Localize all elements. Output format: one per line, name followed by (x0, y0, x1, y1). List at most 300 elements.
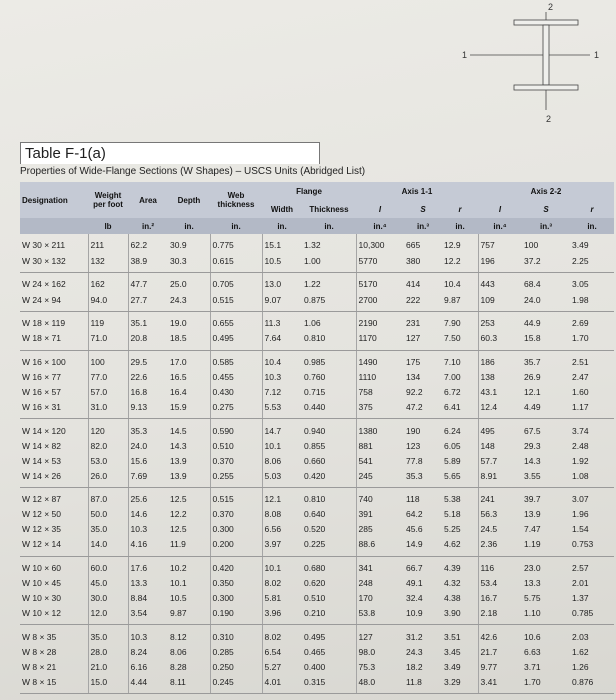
table-cell: 62.2 (128, 234, 168, 253)
designation-cell: W 16 × 100 (22, 356, 66, 367)
unit-axis2-r: in. (570, 218, 614, 234)
table-cell: 39.7 (524, 494, 541, 505)
table-cell: 170 (356, 591, 404, 606)
table-cell: 30.0 (88, 591, 128, 606)
table-cell: 10,300 (356, 234, 404, 253)
table-cell: 8.84 (128, 591, 168, 606)
table-cell: 30.9 (170, 240, 187, 251)
table-row (20, 507, 614, 522)
table-cell: 5.18 (444, 509, 461, 520)
table-cell: 10.9 (404, 606, 442, 625)
table-cell: 68.4 (524, 279, 541, 290)
table-cell: 186 (478, 350, 522, 370)
table-cell: 1380 (356, 419, 404, 439)
table-cell: 2.57 (572, 562, 589, 573)
table-cell: 12.1 (524, 386, 541, 397)
table-cell: 10.2 (170, 562, 187, 573)
table-cell: 3.45 (444, 646, 461, 657)
table-cell: 3.55 (522, 469, 570, 488)
table-cell: 17.6 (128, 556, 168, 576)
table-cell: 18.2 (406, 661, 423, 672)
designation-cell: W 14 × 53 (22, 455, 61, 466)
table-cell: 0.250 (210, 660, 262, 675)
table-caption: Table F-1(a) (20, 142, 320, 164)
table-cell: 0.465 (304, 646, 326, 657)
table-cell: 0.515 (210, 292, 262, 311)
table-cell: 3.51 (444, 631, 461, 642)
table-cell: 495 (478, 419, 522, 439)
table-cell: 12.5 (170, 524, 187, 535)
properties-table (20, 182, 614, 694)
table-cell: 1.62 (572, 646, 589, 657)
table-cell: 11.8 (404, 675, 442, 694)
table-row (20, 385, 614, 400)
table-cell: 0.350 (210, 576, 262, 591)
table-cell: 9.77 (478, 660, 522, 675)
table-cell: 0.190 (210, 606, 262, 625)
table-cell: 77.0 (88, 370, 128, 385)
table-cell: 8.08 (262, 507, 302, 522)
table-cell: 8.02 (262, 576, 302, 591)
designation-cell: W 24 × 162 (22, 279, 66, 290)
table-cell: 541 (356, 454, 404, 469)
table-cell: 35.0 (88, 522, 128, 537)
table-cell: 0.245 (210, 675, 262, 694)
table-cell: 245 (356, 469, 404, 488)
table-cell: 57.0 (88, 385, 128, 400)
table-cell: 211 (88, 234, 128, 253)
table-cell: 248 (356, 576, 404, 591)
table-cell: 27.7 (128, 292, 168, 311)
table-cell: 0.785 (570, 606, 614, 625)
table-cell: 0.370 (210, 507, 262, 522)
table-cell: 100 (524, 240, 539, 251)
table-cell: 0.590 (210, 419, 262, 439)
table-cell: 4.44 (128, 675, 168, 694)
table-cell: 14.6 (128, 507, 168, 522)
table-cell: 196 (478, 253, 522, 272)
table-cell: 0.430 (210, 385, 262, 400)
table-cell: 53.8 (356, 606, 404, 625)
table-cell: 100 (88, 350, 128, 370)
table-cell: 13.9 (170, 455, 187, 466)
table-cell: 665 (406, 240, 421, 251)
table-cell: 28.0 (88, 645, 128, 660)
designation-cell: W 10 × 12 (20, 606, 88, 625)
table-cell: 8.28 (170, 661, 187, 672)
table-cell: 16.7 (478, 591, 522, 606)
table-row (20, 419, 614, 439)
header-axis1-r: r (442, 200, 478, 218)
designation-cell: W 12 × 50 (22, 509, 61, 520)
axis-label-top: 2 (548, 2, 554, 12)
table-cell: 4.01 (262, 675, 302, 694)
table-cell: 0.876 (570, 675, 614, 694)
table-row (20, 487, 614, 507)
table-cell: 4.62 (442, 537, 478, 556)
table-cell: 42.6 (478, 625, 522, 645)
table-cell: 77.8 (406, 455, 423, 466)
table-cell: 127 (356, 625, 404, 645)
table-cell: 4.38 (444, 592, 461, 603)
table-cell: 10.6 (524, 631, 541, 642)
table-cell: 162 (88, 272, 128, 292)
table-cell: 0.753 (570, 537, 614, 556)
designation-cell: W 16 × 57 (22, 386, 61, 397)
table-cell: 26.9 (524, 372, 541, 383)
table-row (20, 606, 614, 625)
table-cell: 15.9 (168, 400, 210, 419)
designation-cell: W 10 × 45 (22, 578, 61, 589)
table-cell: 17.0 (170, 356, 187, 367)
table-cell: 5.25 (444, 524, 461, 535)
web (543, 25, 549, 85)
table-cell: 414 (406, 279, 421, 290)
table-cell: 10.1 (170, 578, 187, 589)
row-group (20, 311, 614, 350)
table-cell: 5170 (356, 272, 404, 292)
designation-cell: W 30 × 132 (20, 253, 88, 272)
table-cell: 14.3 (170, 440, 187, 451)
table-cell: 6.72 (444, 386, 461, 397)
table-cell: 75.3 (356, 660, 404, 675)
designation-cell: W 18 × 119 (22, 317, 66, 328)
table-cell: 3.71 (524, 661, 541, 672)
table-cell: 44.9 (524, 317, 541, 328)
table-cell: 10.3 (128, 522, 168, 537)
table-cell: 1.00 (302, 253, 356, 272)
table-cell: 12.2 (442, 253, 478, 272)
table-cell: 24.3 (406, 646, 423, 657)
unit-axis1-S: in.³ (404, 218, 442, 234)
table-cell: 1.70 (522, 675, 570, 694)
table-cell: 24.3 (168, 292, 210, 311)
table-cell: 47.2 (404, 400, 442, 419)
table-cell: 2.25 (570, 253, 614, 272)
table-cell: 47.7 (128, 272, 168, 292)
table-cell: 35.1 (128, 311, 168, 331)
unit-area: in.² (128, 218, 168, 234)
table-cell: 2.48 (572, 440, 589, 451)
header-axis1-I: I (356, 200, 404, 218)
table-cell: 60.0 (88, 556, 128, 576)
table-cell: 9.07 (262, 292, 302, 311)
table-cell: 0.495 (304, 631, 326, 642)
designation-cell: W 24 × 94 (20, 292, 88, 311)
table-cell: 12.1 (262, 487, 302, 507)
table-cell: 0.585 (210, 350, 262, 370)
table-cell: 10.3 (262, 370, 302, 385)
table-cell: 116 (478, 556, 522, 576)
header-axis1-S: S (404, 200, 442, 218)
table-cell: 6.16 (128, 660, 168, 675)
table-cell: 0.315 (302, 675, 356, 694)
top-flange (514, 20, 578, 25)
table-cell: 5.03 (262, 469, 302, 488)
table-cell: 31.2 (406, 631, 423, 642)
table-cell: 92.2 (406, 386, 423, 397)
table-cell: 6.56 (262, 522, 302, 537)
table-row (20, 675, 614, 694)
table-cell: 35.0 (88, 625, 128, 645)
header-weight: Weight per foot (88, 182, 128, 218)
table-cell: 132 (88, 253, 128, 272)
table-cell: 50.0 (88, 507, 128, 522)
table-cell: 0.440 (302, 400, 356, 419)
table-cell: 120 (88, 419, 128, 439)
unit-axis1-I: in.⁴ (356, 218, 404, 234)
table-row (20, 350, 614, 370)
table-cell: 1110 (356, 370, 404, 385)
table-cell: 0.510 (304, 592, 326, 603)
table-cell: 3.54 (128, 606, 168, 625)
table-cell: 9.13 (128, 400, 168, 419)
table-cell: 5.38 (444, 494, 461, 505)
table-cell: 53.4 (478, 576, 522, 591)
table-cell: 35.3 (128, 419, 168, 439)
table-cell: 1.98 (570, 292, 614, 311)
table-cell: 6.05 (444, 440, 461, 451)
table-cell: 0.810 (304, 494, 326, 505)
table-cell: 1.06 (304, 317, 321, 328)
table-cell: 148 (478, 439, 522, 454)
table-cell: 7.64 (262, 331, 302, 350)
table-cell: 6.63 (524, 646, 541, 657)
header-flange: Flange (262, 182, 356, 200)
table-cell: 2700 (356, 292, 404, 311)
table-cell: 0.300 (210, 522, 262, 537)
table-cell: 3.97 (262, 537, 302, 556)
table-cell: 4.49 (522, 400, 570, 419)
table-cell: 1.19 (522, 537, 570, 556)
table-cell: 0.400 (304, 661, 326, 672)
header-flange-thickness: Thickness (302, 200, 356, 218)
table-cell: 0.300 (210, 591, 262, 606)
designation-cell: W 8 × 21 (22, 661, 57, 672)
table-cell: 13.0 (262, 272, 302, 292)
designation-cell: W 14 × 26 (20, 469, 88, 488)
designation-cell: W 12 × 87 (22, 494, 61, 505)
designation-cell: W 30 × 211 (22, 240, 66, 251)
table-cell: 14.3 (524, 455, 541, 466)
table-cell: 1490 (356, 350, 404, 370)
table-cell: 64.2 (406, 509, 423, 520)
row-group (20, 625, 614, 694)
table-cell: 10.3 (128, 625, 168, 645)
table-cell: 20.8 (128, 331, 168, 350)
table-cell: 881 (356, 439, 404, 454)
table-cell: 0.420 (302, 469, 356, 488)
table-cell: 12.5 (170, 494, 187, 505)
table-cell: 285 (356, 522, 404, 537)
table-cell: 31.0 (88, 400, 128, 419)
header-designation: Designation (20, 182, 88, 218)
table-cell: 8.06 (170, 646, 187, 657)
table-cell: 48.0 (356, 675, 404, 694)
table-cell: 0.615 (210, 253, 262, 272)
table-cell: 3.07 (572, 494, 589, 505)
unit-weight: lb (88, 218, 128, 234)
table-row (20, 556, 614, 576)
table-cell: 3.49 (572, 240, 589, 251)
table-cell: 1.08 (570, 469, 614, 488)
table-cell: 7.90 (444, 317, 461, 328)
row-group (20, 419, 614, 488)
designation-cell: W 14 × 82 (22, 440, 61, 451)
table-cell: 0.715 (304, 386, 326, 397)
table-cell: 0.760 (304, 372, 326, 383)
table-cell: 0.495 (210, 331, 262, 350)
table-cell: 740 (356, 487, 404, 507)
table-row (20, 576, 614, 591)
designation-cell: W 8 × 35 (22, 631, 57, 642)
table-cell: 134 (406, 372, 421, 383)
table-cell: 1.70 (570, 331, 614, 350)
table-cell: 4.32 (444, 578, 461, 589)
table-header (20, 182, 614, 234)
axis-label-left: 1 (462, 50, 468, 60)
table-cell: 4.16 (128, 537, 168, 556)
table-cell: 3.90 (442, 606, 478, 625)
table-row (20, 625, 614, 645)
table-cell: 60.3 (478, 331, 522, 350)
table-cell: 15.8 (522, 331, 570, 350)
table-cell: 0.310 (210, 625, 262, 645)
table-cell: 8.91 (478, 469, 522, 488)
table-row (20, 234, 614, 253)
table-cell: 0.455 (210, 370, 262, 385)
table-cell: 0.705 (210, 272, 262, 292)
table-cell: 375 (356, 400, 404, 419)
table-cell: 1.32 (304, 240, 321, 251)
unit-thickness: in. (302, 218, 356, 234)
table-cell: 0.200 (210, 537, 262, 556)
table-cell: 1.96 (572, 509, 589, 520)
table-row (20, 591, 614, 606)
table-cell: 8.11 (168, 675, 210, 694)
table-cell: 0.680 (304, 562, 326, 573)
table-cell: 10.4 (262, 350, 302, 370)
header-axis2-r: r (570, 200, 614, 218)
table-cell: 13.9 (168, 469, 210, 488)
table-cell: 23.0 (524, 562, 541, 573)
table-cell: 25.0 (170, 279, 187, 290)
table-cell: 10.5 (262, 253, 302, 272)
table-cell: 1.54 (572, 524, 589, 535)
table-cell: 443 (478, 272, 522, 292)
table-cell: 7.69 (128, 469, 168, 488)
table-cell: 3.49 (444, 661, 461, 672)
designation-cell: W 16 × 31 (20, 400, 88, 419)
table-cell: 6.41 (442, 400, 478, 419)
table-row (20, 253, 614, 272)
table-cell: 118 (406, 494, 420, 505)
table-cell: 222 (404, 292, 442, 311)
table-cell: 0.255 (210, 469, 262, 488)
table-cell: 16.5 (170, 372, 187, 383)
table-cell: 8.24 (128, 645, 168, 660)
table-cell: 16.4 (170, 386, 187, 397)
table-cell: 26.0 (88, 469, 128, 488)
table-cell: 1.17 (570, 400, 614, 419)
table-cell: 3.96 (262, 606, 302, 625)
table-cell: 12.2 (170, 509, 187, 520)
table-row (20, 311, 614, 331)
header-area: Area (128, 182, 168, 218)
table-cell: 53.0 (88, 454, 128, 469)
table-cell: 7.47 (524, 524, 541, 535)
table-cell: 3.74 (572, 425, 589, 436)
table-cell: 14.7 (262, 419, 302, 439)
table-cell: 13.3 (524, 578, 541, 589)
table-cell: 21.0 (88, 660, 128, 675)
table-cell: 757 (478, 234, 522, 253)
table-cell: 0.640 (304, 509, 326, 520)
table-cell: 8.12 (170, 631, 187, 642)
table-cell: 0.775 (210, 234, 262, 253)
table-cell: 2190 (356, 311, 404, 331)
table-cell: 14.0 (88, 537, 128, 556)
table-cell: 13.9 (524, 509, 541, 520)
table-cell: 88.6 (356, 537, 404, 556)
table-cell: 7.50 (442, 331, 478, 350)
table-cell: 45.6 (406, 524, 423, 535)
table-cell: 231 (406, 317, 421, 328)
bottom-flange (514, 85, 578, 90)
table-cell: 67.5 (524, 425, 541, 436)
table-cell: 0.620 (304, 578, 326, 589)
axis-label-right: 1 (594, 50, 600, 60)
table-cell: 10.1 (262, 556, 302, 576)
table-row (20, 292, 614, 311)
table-cell: 0.370 (210, 454, 262, 469)
table-cell: 24.5 (478, 522, 522, 537)
table-cell: 1.60 (572, 386, 589, 397)
table-cell: 138 (478, 370, 522, 385)
table-cell: 0.940 (304, 425, 326, 436)
table-row (20, 454, 614, 469)
unit-axis2-S: in.³ (522, 218, 570, 234)
header-axis-2-2: Axis 2-2 (478, 182, 614, 200)
table-cell: 190 (406, 425, 421, 436)
table-cell: 16.8 (128, 385, 168, 400)
table-cell: 175 (406, 356, 421, 367)
table-row (20, 331, 614, 350)
table-cell: 391 (356, 507, 404, 522)
table-row (20, 370, 614, 385)
table-row (20, 439, 614, 454)
table-cell: 24.0 (128, 439, 168, 454)
designation-cell: W 8 × 15 (20, 675, 88, 694)
table-cell: 7.00 (444, 372, 461, 383)
table-cell: 1.37 (572, 592, 589, 603)
table-cell: 5.81 (262, 591, 302, 606)
table-cell: 0.225 (302, 537, 356, 556)
table-cell: 1.26 (572, 661, 589, 672)
table-cell: 5770 (356, 253, 404, 272)
table-cell: 12.0 (88, 606, 128, 625)
designation-cell: W 10 × 30 (22, 592, 61, 603)
table-cell: 49.1 (406, 578, 423, 589)
table-cell: 18.5 (168, 331, 210, 350)
table-cell: 10.1 (262, 439, 302, 454)
table-cell: 24.0 (522, 292, 570, 311)
table-cell: 11.9 (168, 537, 210, 556)
table-cell: 758 (356, 385, 404, 400)
table-cell: 0.520 (304, 524, 326, 535)
table-cell: 2.03 (572, 631, 589, 642)
row-group (20, 556, 614, 625)
